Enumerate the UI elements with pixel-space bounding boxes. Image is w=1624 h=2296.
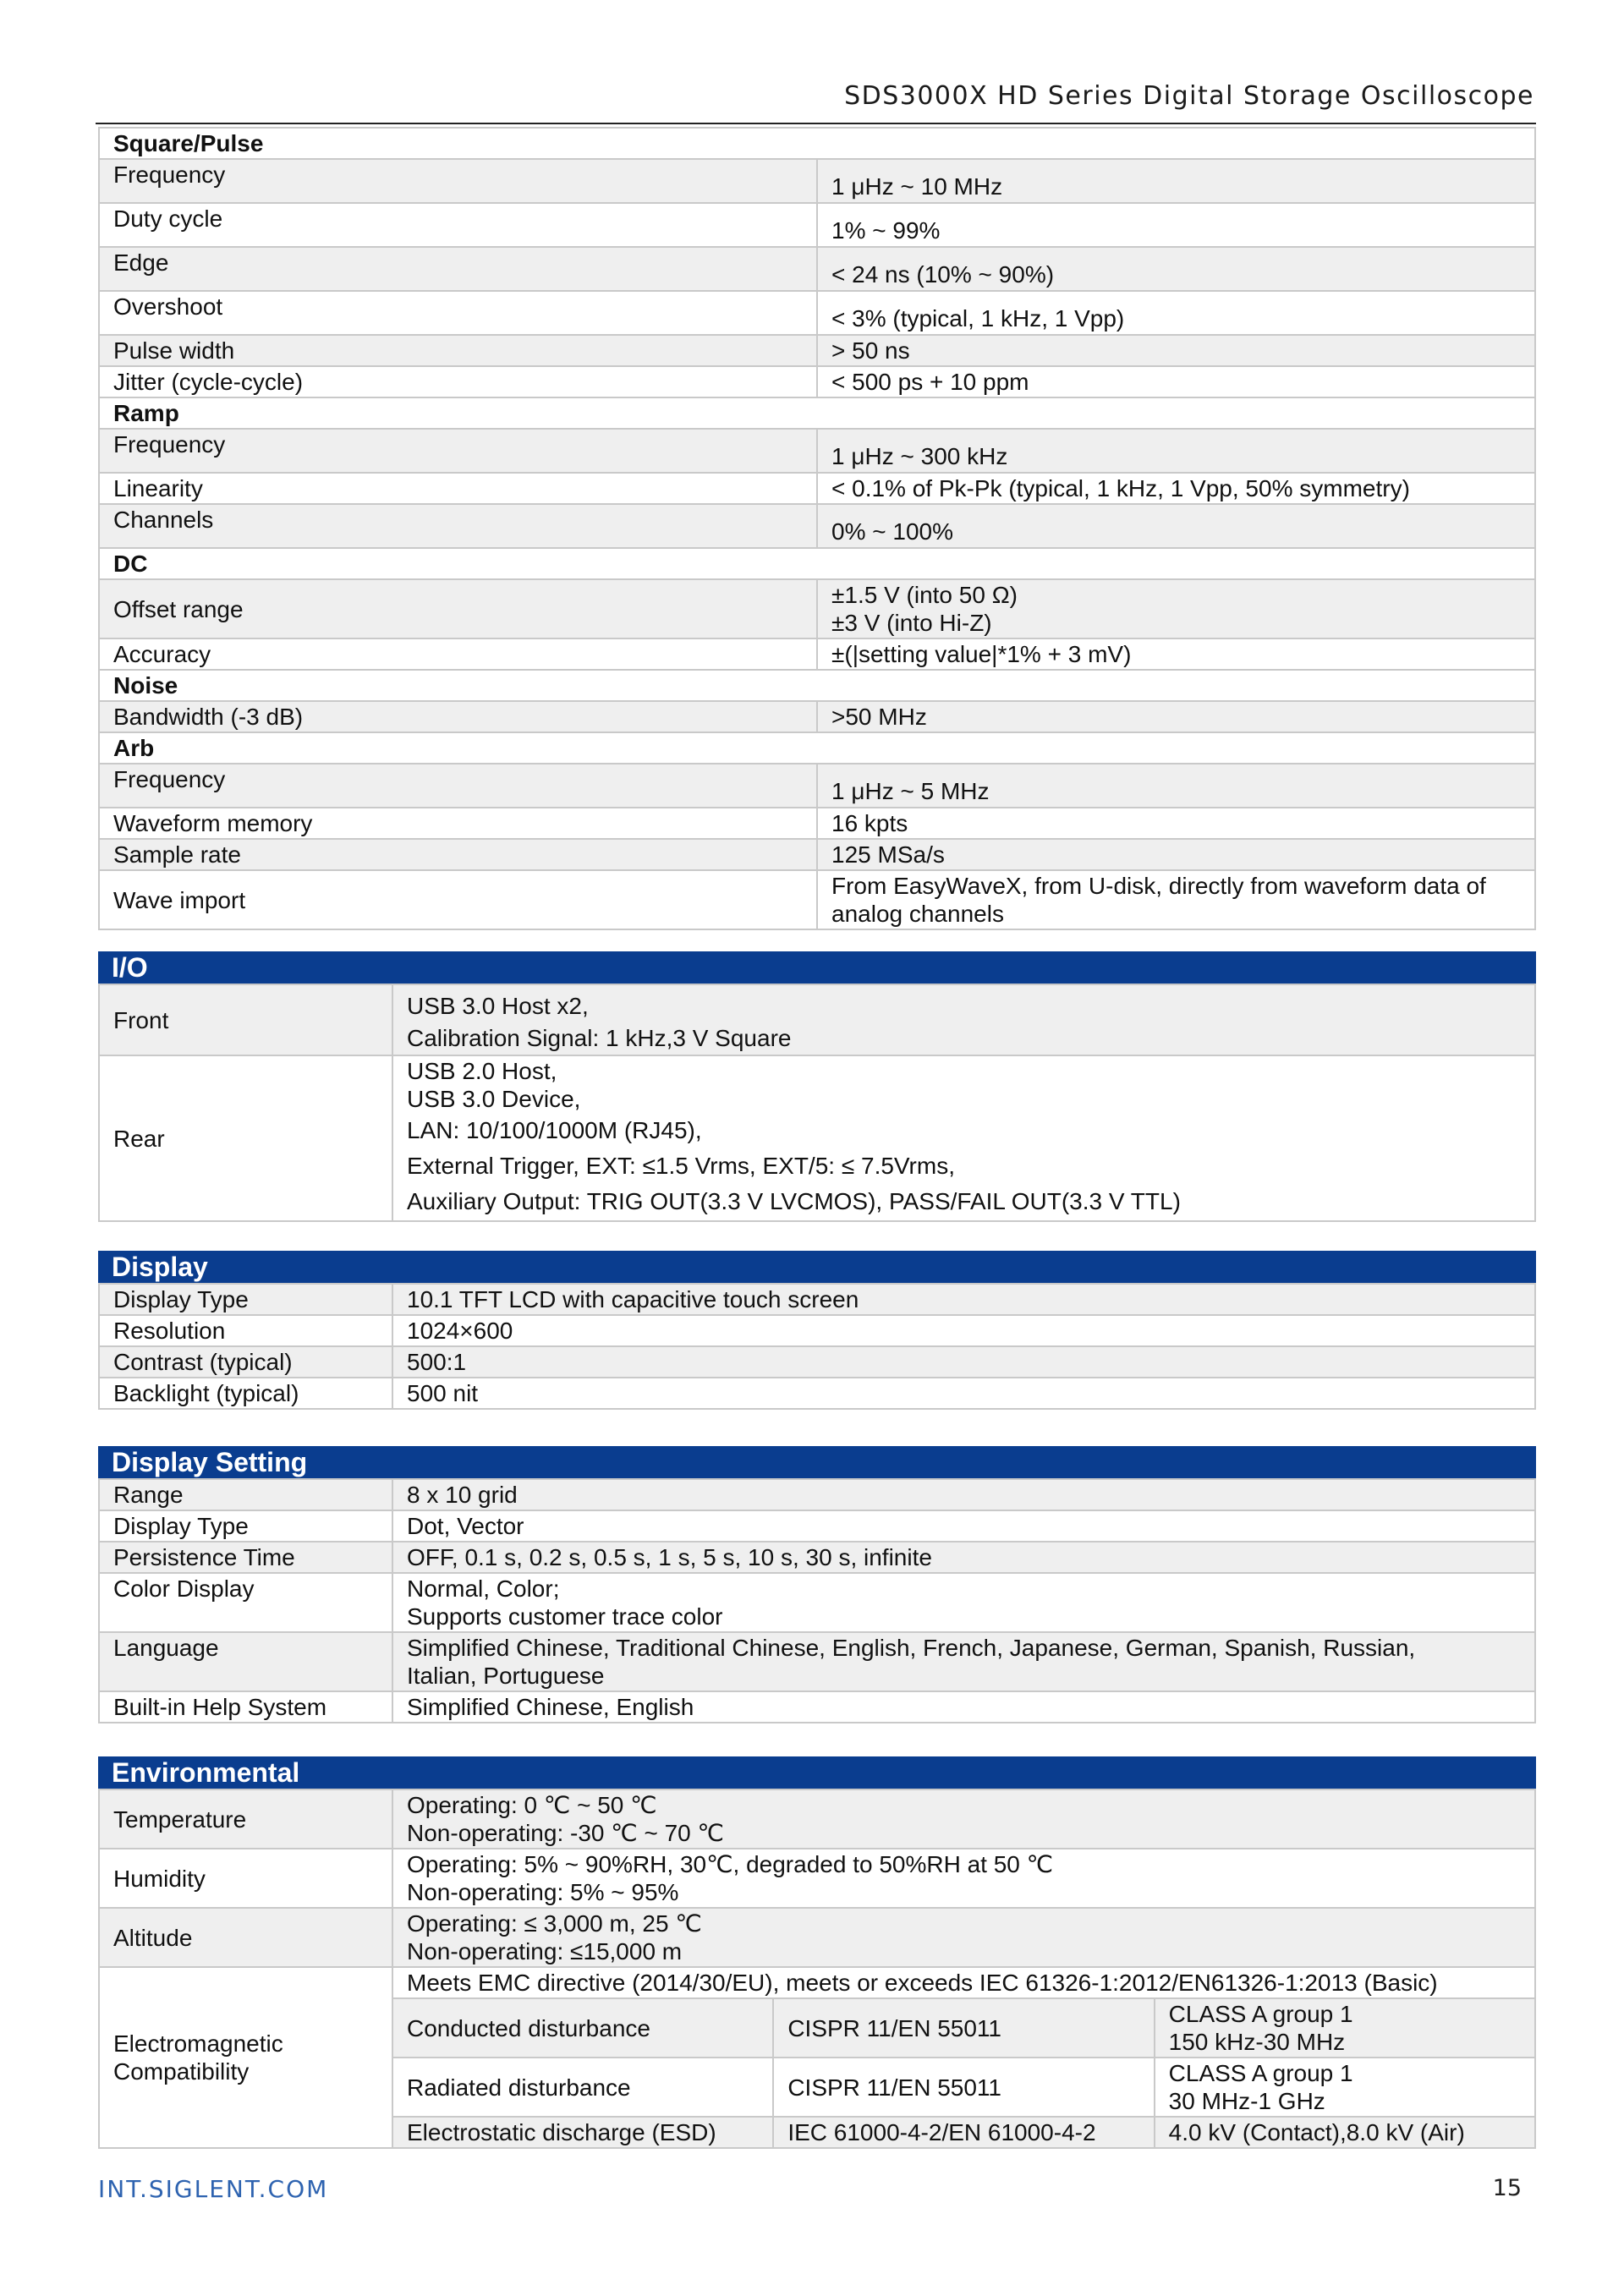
spec-label: Edge bbox=[99, 247, 817, 291]
io-line: Auxiliary Output: TRIG OUT(3.3 V LVCMOS), PASS/FAIL OUT(3.3 V TTL) bbox=[407, 1188, 1181, 1214]
spec-value: Dot, Vector bbox=[392, 1510, 1535, 1542]
spec-value: 1% ~ 99% bbox=[817, 203, 1535, 247]
spec-value bbox=[817, 579, 1535, 638]
document-title: SDS3000X HD Series Digital Storage Oscilloscope bbox=[844, 81, 1534, 111]
spec-label: Duty cycle bbox=[99, 203, 817, 247]
spec-value bbox=[392, 1573, 1535, 1632]
spec-label: Range bbox=[99, 1479, 392, 1510]
spec-label: Frequency bbox=[99, 159, 817, 203]
spec-value: 16 kpts bbox=[817, 808, 1535, 839]
spec-value: 1 μHz ~ 10 MHz bbox=[817, 159, 1535, 203]
spec-label: Linearity bbox=[99, 473, 817, 504]
io-section-header: I/O bbox=[98, 951, 1536, 984]
value-line: CLASS A group 1 bbox=[1168, 2001, 1353, 2027]
noise-heading: Noise bbox=[99, 670, 1535, 701]
value-line: Normal, Color; bbox=[407, 1575, 560, 1602]
spec-value: < 500 ps + 10 ppm bbox=[817, 366, 1535, 397]
io-line: USB 2.0 Host, bbox=[407, 1058, 557, 1084]
emc-test: Conducted disturbance bbox=[392, 1998, 773, 2058]
value-line: Non-operating: -30 ℃ ~ 70 ℃ bbox=[407, 1820, 724, 1846]
display-setting-section-header: Display Setting bbox=[98, 1446, 1536, 1478]
value-line: Non-operating: ≤15,000 m bbox=[407, 1938, 683, 1964]
waveform-spec-table bbox=[98, 127, 1536, 930]
spec-label: Frequency bbox=[99, 764, 817, 808]
offset-line: ±1.5 V (into 50 Ω) bbox=[831, 582, 1018, 608]
spec-value: >50 MHz bbox=[817, 701, 1535, 732]
io-spec-table bbox=[98, 951, 1536, 1222]
spec-label: Sample rate bbox=[99, 839, 817, 870]
spec-label: Language bbox=[99, 1632, 392, 1691]
emc-limit bbox=[1155, 2058, 1535, 2117]
spec-value: 1024×600 bbox=[392, 1315, 1535, 1346]
display-section-header: Display bbox=[98, 1251, 1536, 1283]
spec-value: > 50 ns bbox=[817, 335, 1535, 366]
spec-value bbox=[392, 1632, 1535, 1691]
value-line: Operating: ≤ 3,000 m, 25 ℃ bbox=[407, 1910, 702, 1937]
spec-label: Built-in Help System bbox=[99, 1691, 392, 1723]
value-line: Simplified Chinese, Traditional Chinese, English, French, Japanese, German, Spanish, Russian, bbox=[407, 1635, 1416, 1661]
spec-value bbox=[392, 1849, 1535, 1908]
spec-label: Channels bbox=[99, 504, 817, 548]
spec-value: OFF, 0.1 s, 0.2 s, 0.5 s, 1 s, 5 s, 10 s, 30 s, infinite bbox=[392, 1542, 1535, 1573]
spec-label: Color Display bbox=[99, 1573, 392, 1632]
spec-label: Overshoot bbox=[99, 291, 817, 335]
value-line: Electromagnetic bbox=[113, 2030, 283, 2057]
environmental-spec-table bbox=[98, 1756, 1536, 2149]
spec-label: Jitter (cycle-cycle) bbox=[99, 366, 817, 397]
value-line: Supports customer trace color bbox=[407, 1603, 723, 1630]
spec-value: < 0.1% of Pk-Pk (typical, 1 kHz, 1 Vpp, 50% symmetry) bbox=[817, 473, 1535, 504]
spec-value: 8 x 10 grid bbox=[392, 1479, 1535, 1510]
spec-value bbox=[392, 1908, 1535, 1967]
spec-value: 500 nit bbox=[392, 1378, 1535, 1409]
spec-label: Accuracy bbox=[99, 638, 817, 670]
emc-standard: CISPR 11/EN 55011 bbox=[773, 2058, 1154, 2117]
spec-value: From EasyWaveX, from U-disk, directly from waveform data of analog channels bbox=[817, 870, 1535, 929]
spec-label: Frequency bbox=[99, 429, 817, 473]
display-setting-spec-table bbox=[98, 1446, 1536, 1723]
header-rule bbox=[96, 123, 1536, 124]
offset-line: ±3 V (into Hi-Z) bbox=[831, 610, 992, 636]
spec-label: Temperature bbox=[99, 1789, 392, 1849]
emc-test: Electrostatic discharge (ESD) bbox=[392, 2117, 773, 2148]
spec-label: Humidity bbox=[99, 1849, 392, 1908]
spec-label: Pulse width bbox=[99, 335, 817, 366]
value-line: 30 MHz-1 GHz bbox=[1168, 2088, 1325, 2114]
value-line: Compatibility bbox=[113, 2058, 250, 2085]
value-line: 150 kHz-30 MHz bbox=[1168, 2029, 1346, 2055]
value-line: Non-operating: 5% ~ 95% bbox=[407, 1879, 679, 1905]
value-line: Operating: 5% ~ 90%RH, 30℃, degraded to 50%RH at 50 ℃ bbox=[407, 1851, 1054, 1877]
square-pulse-heading: Square/Pulse bbox=[99, 128, 1535, 159]
io-line: USB 3.0 Host x2, bbox=[407, 992, 589, 1019]
spec-label: Wave import bbox=[99, 870, 817, 929]
spec-label: Persistence Time bbox=[99, 1542, 392, 1573]
spec-value: 1 μHz ~ 300 kHz bbox=[817, 429, 1535, 473]
io-line: LAN: 10/100/1000M (RJ45), bbox=[407, 1117, 702, 1143]
spec-label: Backlight (typical) bbox=[99, 1378, 392, 1409]
io-line: External Trigger, EXT: ≤1.5 Vrms, EXT/5: ≤ 7.5Vrms, bbox=[407, 1153, 955, 1179]
emc-limit: 4.0 kV (Contact),8.0 kV (Air) bbox=[1155, 2117, 1535, 2148]
footer-website-link[interactable]: INT.SIGLENT.COM bbox=[98, 2175, 329, 2203]
spec-label: Display Type bbox=[99, 1284, 392, 1315]
spec-label bbox=[99, 1967, 392, 2148]
io-line: Calibration Signal: 1 kHz,3 V Square bbox=[407, 1024, 792, 1051]
spec-label: Waveform memory bbox=[99, 808, 817, 839]
spec-value: Simplified Chinese, English bbox=[392, 1691, 1535, 1723]
environmental-section-header: Environmental bbox=[98, 1756, 1536, 1789]
spec-label: Altitude bbox=[99, 1908, 392, 1967]
io-line: USB 3.0 Device, bbox=[407, 1086, 581, 1112]
value-line: Italian, Portuguese bbox=[407, 1663, 605, 1689]
spec-value: 500:1 bbox=[392, 1346, 1535, 1378]
emc-standard: IEC 61000-4-2/EN 61000-4-2 bbox=[773, 2117, 1154, 2148]
spec-label: Resolution bbox=[99, 1315, 392, 1346]
arb-heading: Arb bbox=[99, 732, 1535, 764]
spec-label: Bandwidth (-3 dB) bbox=[99, 701, 817, 732]
spec-value bbox=[392, 1789, 1535, 1849]
spec-label: Contrast (typical) bbox=[99, 1346, 392, 1378]
spec-value: < 24 ns (10% ~ 90%) bbox=[817, 247, 1535, 291]
spec-label: Offset range bbox=[99, 579, 817, 638]
emc-standard: CISPR 11/EN 55011 bbox=[773, 1998, 1154, 2058]
spec-value bbox=[392, 1055, 1535, 1221]
page-number: 15 bbox=[1492, 2175, 1522, 2201]
value-line: Operating: 0 ℃ ~ 50 ℃ bbox=[407, 1792, 657, 1818]
spec-label: Display Type bbox=[99, 1510, 392, 1542]
spec-value: 10.1 TFT LCD with capacitive touch screen bbox=[392, 1284, 1535, 1315]
value-line: CLASS A group 1 bbox=[1168, 2060, 1353, 2086]
dc-heading: DC bbox=[99, 548, 1535, 579]
emc-limit bbox=[1155, 1998, 1535, 2058]
spec-value: 0% ~ 100% bbox=[817, 504, 1535, 548]
spec-label: Rear bbox=[99, 1055, 392, 1221]
ramp-heading: Ramp bbox=[99, 397, 1535, 429]
emc-summary: Meets EMC directive (2014/30/EU), meets or exceeds IEC 61326-1:2012/EN61326-1:2013 (Basic) bbox=[392, 1967, 1535, 1998]
spec-value: 1 μHz ~ 5 MHz bbox=[817, 764, 1535, 808]
display-spec-table bbox=[98, 1251, 1536, 1410]
spec-label: Front bbox=[99, 984, 392, 1055]
emc-test: Radiated disturbance bbox=[392, 2058, 773, 2117]
spec-value: ±(|setting value|*1% + 3 mV) bbox=[817, 638, 1535, 670]
spec-value bbox=[392, 984, 1535, 1055]
spec-value: < 3% (typical, 1 kHz, 1 Vpp) bbox=[817, 291, 1535, 335]
spec-value: 125 MSa/s bbox=[817, 839, 1535, 870]
